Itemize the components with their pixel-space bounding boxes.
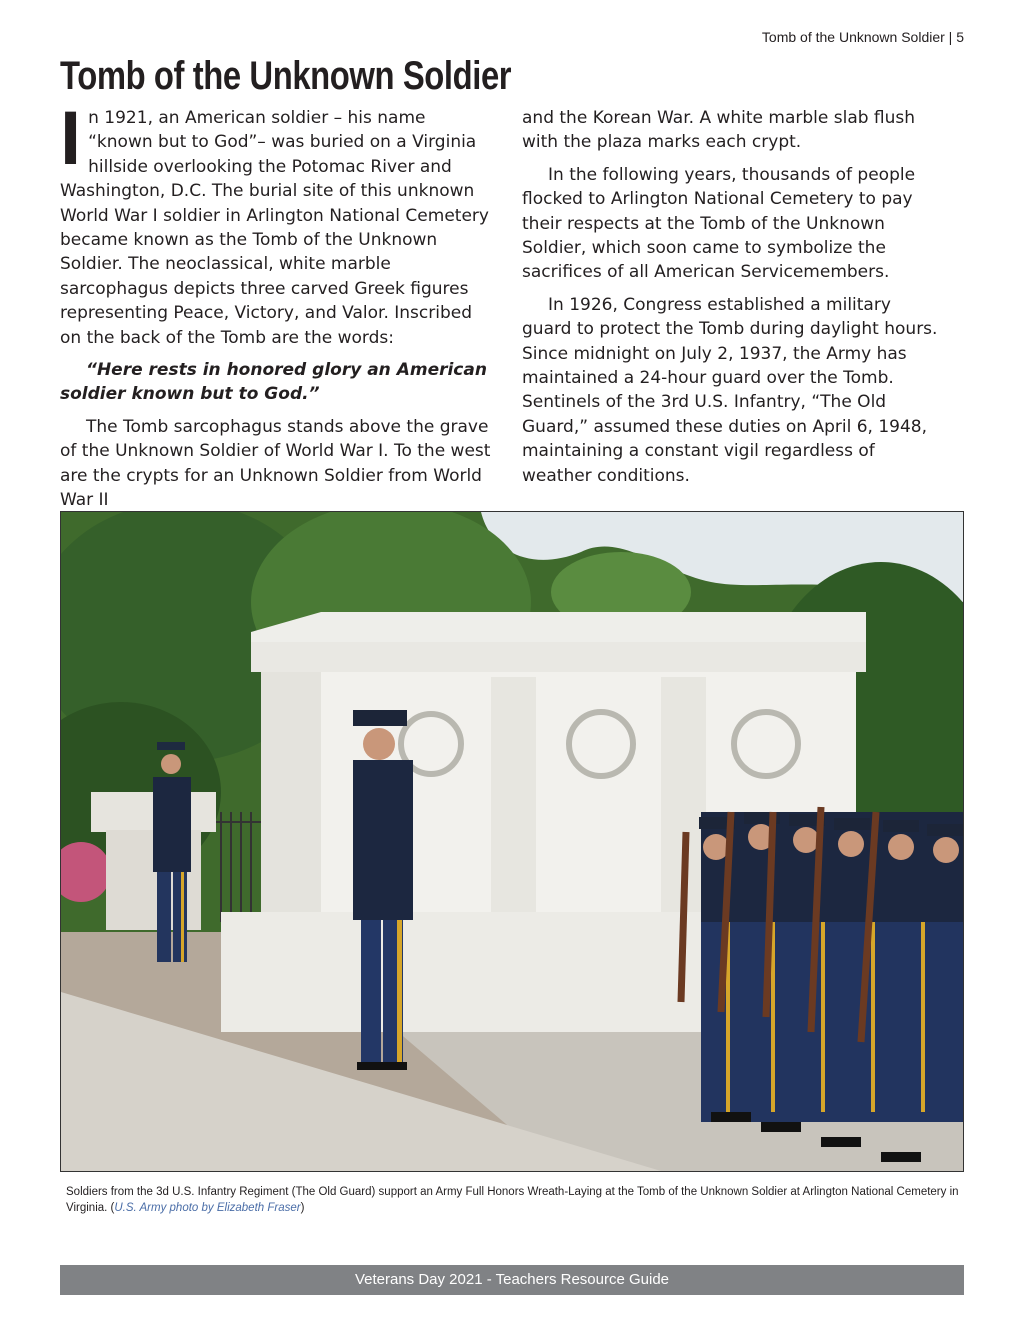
body-paragraph: In the following years, thousands of people flocked to Arlington National Cemetery to pay their respects at the Tomb of the Unknown Soldier, which soon came to symbolize the sacrifices of all American Servicemembers.: [522, 164, 916, 283]
body-paragraph: The Tomb sarcophagus stands above the grave of the Unknown Soldier of World War I. To the west are the crypts for an Unknown Soldier from World War II: [60, 416, 491, 511]
caption-close: ): [300, 1202, 305, 1214]
caption-text: Soldiers from the 3d U.S. Infantry Regiment (The Old Guard) support an Army Full Honors Wreath-Laying at the Tomb of the Unknown Soldier at Arlington National Cemetery in Virginia. (: [66, 1186, 959, 1214]
inscription-quote: “Here rests in honored glory an American soldier known but to God.”: [60, 360, 487, 405]
photo-credit: U.S. Army photo by Elizabeth Fraser: [114, 1202, 301, 1214]
right-column: [522, 106, 944, 496]
left-column: [60, 96, 494, 521]
intro-text: n 1921, an American soldier – his name “known but to God”– was buried on a Virginia hillside overlooking the Potomac River and Washington, D.C. The burial site of this unknown World War I soldier in Arlington National Cemetery became known as the Tomb of the Unknown Soldier. The neoclassical, white marble sarcophagus depicts three carved Greek figures representing Peace, Victory, and Valor. Inscribed on the back of the Tomb are the words:: [60, 108, 489, 348]
body-paragraph: In 1926, Congress established a military guard to protect the Tomb during daylight hours. Since midnight on July 2, 1937, the Army has maintained a 24-hour guard over the Tomb. Sentinels of the 3rd U.S. Infantry, “The Old Guard,” assumed these duties on April 6, 1948, maintaining a constant vigil regardless of weather conditions.: [522, 294, 938, 486]
intro-paragraph: [60, 96, 494, 350]
continued-paragraph: and the Korean War. A white marble slab flush with the plaza marks each crypt.: [522, 108, 916, 153]
footer-text: Veterans Day 2021 - Teachers Resource Guide: [354, 1271, 670, 1288]
footer-bar: [60, 1265, 964, 1295]
running-head: Tomb of the Unknown Soldier | 5: [761, 29, 964, 45]
dropcap: I: [60, 96, 82, 181]
tomb-photo: [60, 511, 964, 1172]
page-title: Tomb of the Unknown Soldier: [60, 54, 512, 98]
tomb-photo-illustration: [61, 512, 963, 1171]
photo-caption: [66, 1184, 962, 1216]
